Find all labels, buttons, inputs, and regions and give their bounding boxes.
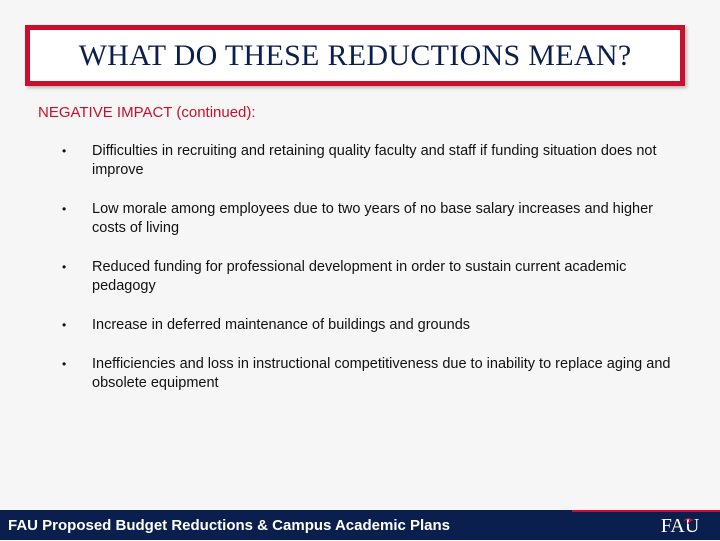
list-item [62, 355, 682, 393]
bullet-text: Low morale among employees due to two years of no base salary increases and higher costs of living [92, 201, 653, 236]
list-item [62, 200, 682, 238]
footer-bar [0, 510, 720, 540]
bullet-icon: • [62, 144, 67, 158]
list-item [62, 142, 682, 180]
bullet-icon: • [62, 357, 67, 371]
slide-title: WHAT DO THESE REDUCTIONS MEAN? [78, 38, 632, 72]
list-item [62, 316, 682, 335]
footer-accent-line [572, 510, 720, 512]
footer-text: FAU Proposed Budget Reductions & Campus Academic Plans [8, 516, 451, 534]
bullet-icon: • [62, 202, 67, 216]
bullet-text: Inefficiencies and loss in instructional competitiveness due to inability to replace aging and obsolete equipment [92, 356, 671, 391]
logo-text: FAU [660, 515, 700, 536]
bullet-text: Difficulties in recruiting and retaining quality faculty and staff if funding situation does not improve [92, 143, 657, 178]
fau-logo-icon [654, 514, 706, 541]
logo-graphic [654, 514, 706, 536]
bullet-icon: • [62, 260, 67, 274]
list-item [62, 258, 682, 296]
bullet-text: Reduced funding for professional development in order to sustain current academic pedagogy [92, 259, 627, 294]
bullet-text: Increase in deferred maintenance of buildings and grounds [92, 317, 471, 333]
bullet-list [62, 142, 682, 413]
bullet-icon: • [62, 318, 67, 332]
section-subheading: NEGATIVE IMPACT (continued): [38, 104, 256, 121]
title-box [25, 25, 685, 86]
